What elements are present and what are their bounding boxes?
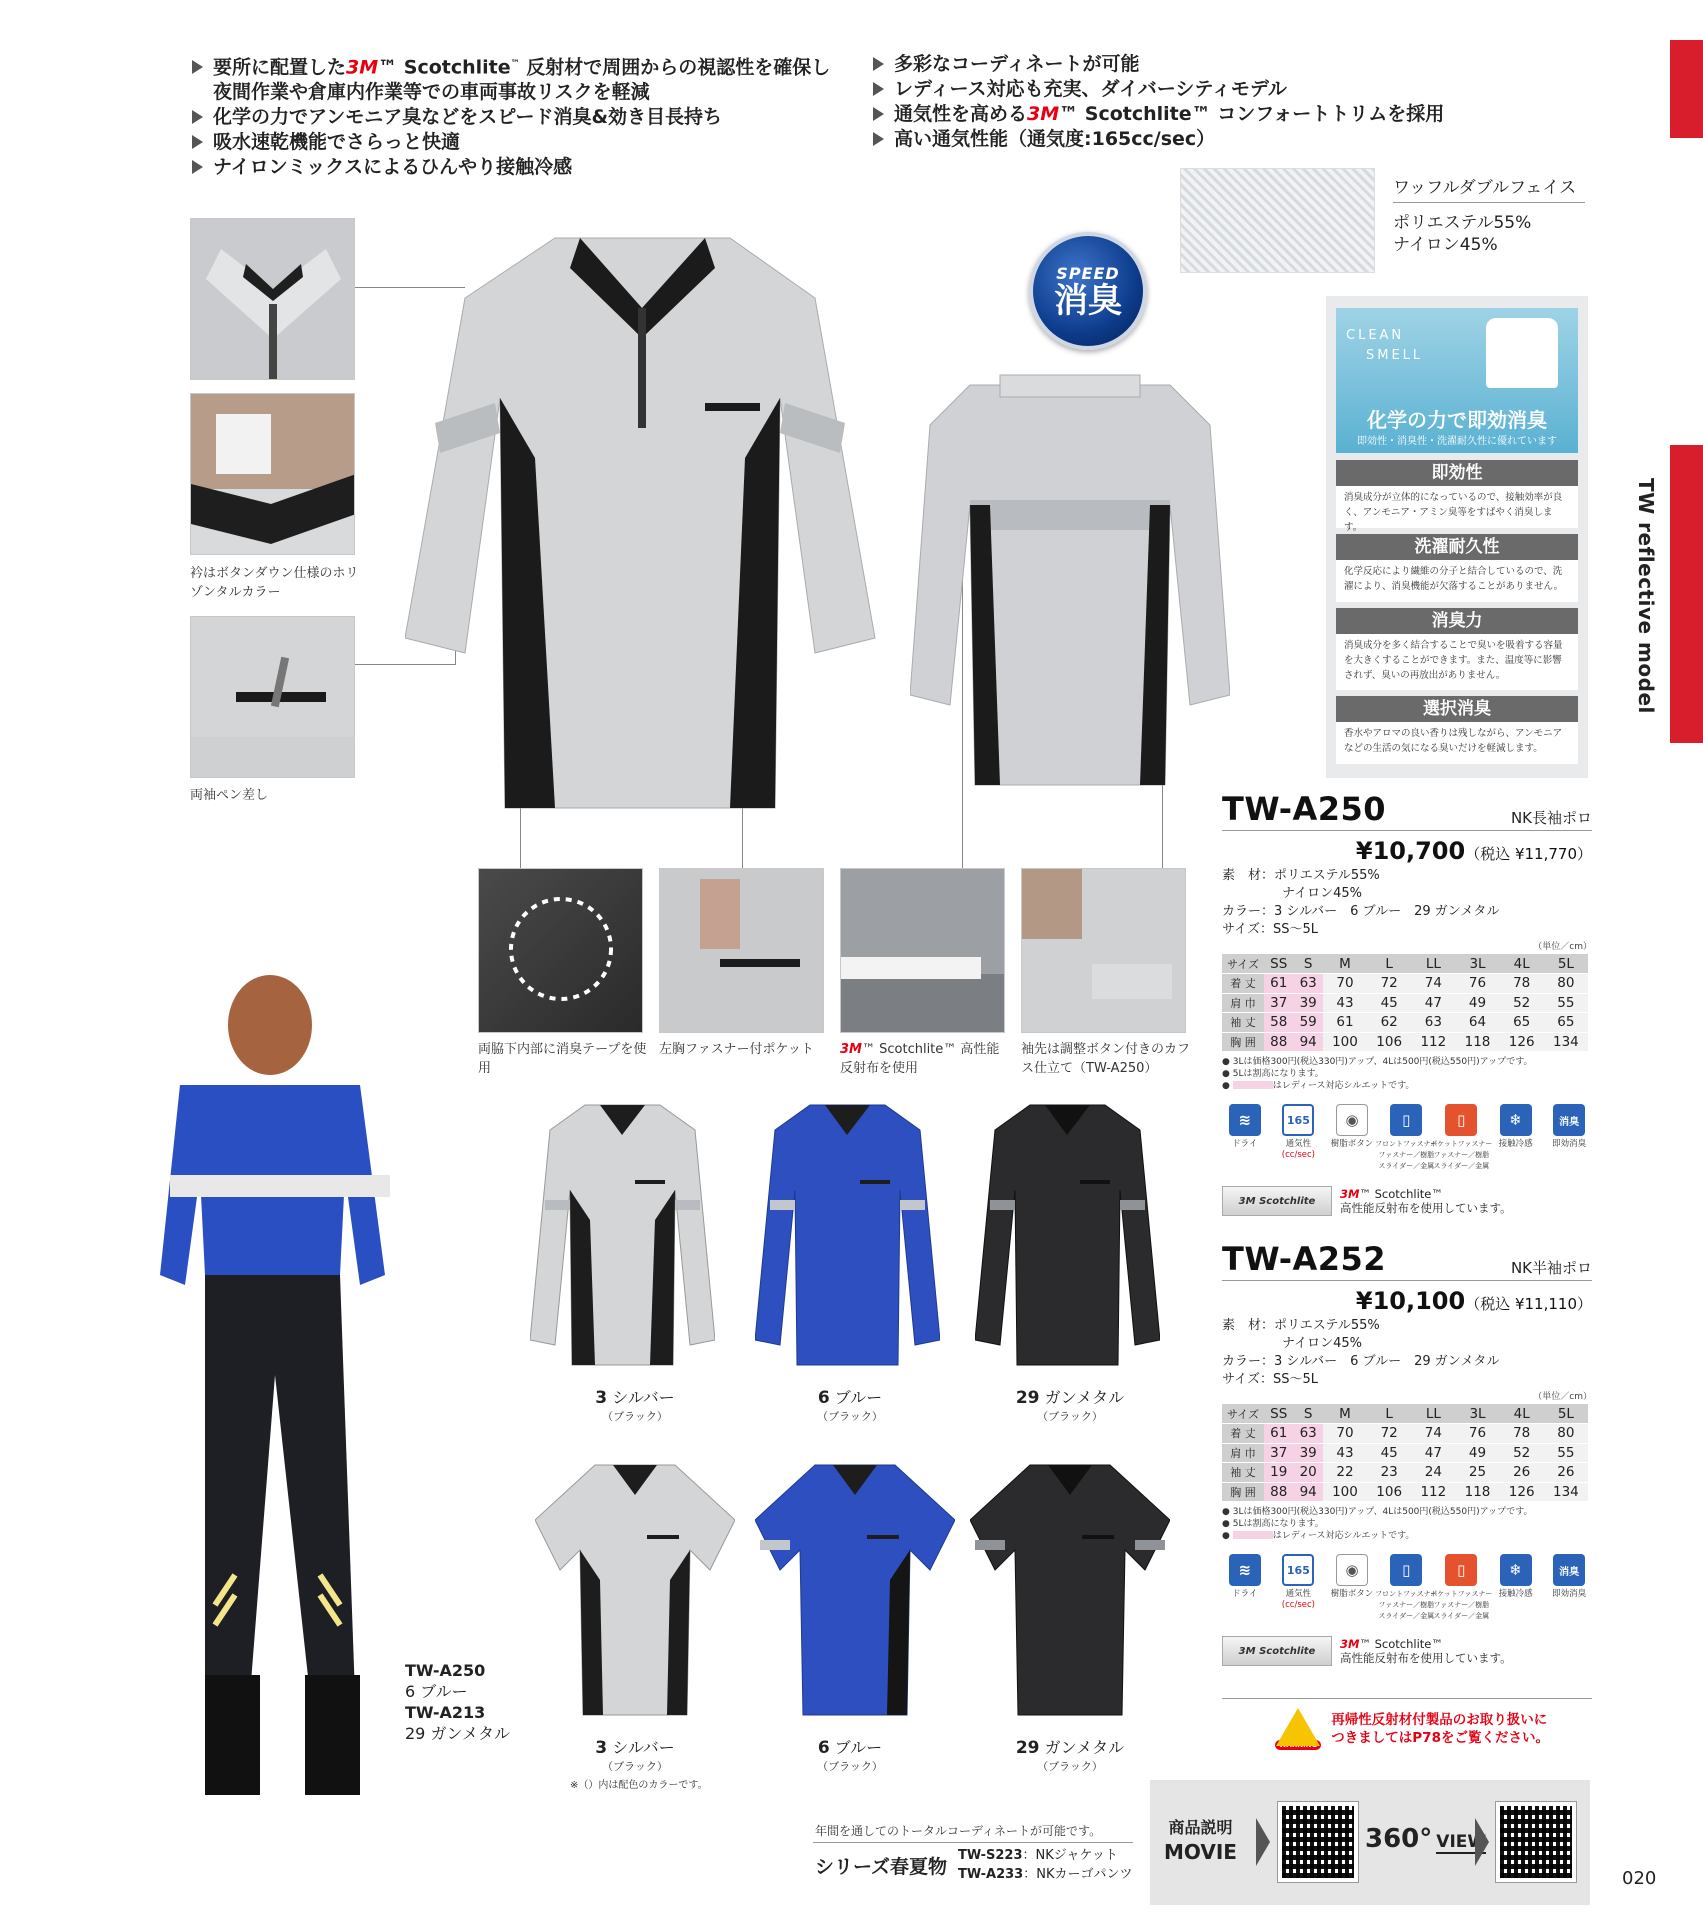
table-cell: 47 bbox=[1411, 1443, 1455, 1463]
scotchlite-text: 3M™ Scotchlite™ 高性能反射布を使用しています。 bbox=[1340, 1637, 1512, 1665]
table-cell: 58 bbox=[1264, 1013, 1293, 1033]
table-cell: 106 bbox=[1367, 1032, 1411, 1052]
page-number: 020 bbox=[1622, 1868, 1657, 1889]
warning-divider bbox=[1222, 1698, 1592, 1699]
feature-icons bbox=[1222, 1554, 1592, 1622]
view-360-qr-code[interactable] bbox=[1496, 1802, 1576, 1882]
pen-holder-photo bbox=[190, 616, 355, 778]
instant-deodorize-icon: 消臭 即効消臭 bbox=[1546, 1554, 1592, 1622]
table-cell: 26 bbox=[1544, 1463, 1588, 1483]
notes bbox=[1222, 1506, 1592, 1542]
table-cell: 112 bbox=[1411, 1482, 1455, 1502]
table-cell: 39 bbox=[1293, 1443, 1322, 1463]
table-cell: 着 丈 bbox=[1222, 974, 1264, 994]
table-cell: 74 bbox=[1411, 1424, 1455, 1444]
table-cell: 55 bbox=[1544, 1443, 1588, 1463]
table-cell: 4L bbox=[1500, 954, 1544, 974]
model-photo bbox=[150, 975, 420, 1805]
table-row bbox=[1222, 1482, 1588, 1502]
cs-section bbox=[1336, 460, 1578, 533]
dry-icon: ≋ ドライ bbox=[1222, 1104, 1268, 1172]
front-shirt-image bbox=[405, 228, 880, 828]
swatch-label: 3 シルバー bbox=[595, 1388, 675, 1408]
table-cell: L bbox=[1367, 1404, 1411, 1424]
table-cell: 72 bbox=[1367, 1424, 1411, 1444]
spec-material2: ナイロン45% bbox=[1282, 1336, 1362, 1351]
table-cell: 47 bbox=[1411, 993, 1455, 1013]
table-cell: 5L bbox=[1544, 1404, 1588, 1424]
table-cell: M bbox=[1323, 1404, 1367, 1424]
table-cell: 106 bbox=[1367, 1482, 1411, 1502]
table-cell: 118 bbox=[1455, 1032, 1499, 1052]
cuff-caption: 袖先は調整ボタン付きのカフス仕立て（TW-A250） bbox=[1021, 1042, 1191, 1076]
table-cell: 118 bbox=[1455, 1482, 1499, 1502]
movie-button[interactable]: 商品説明 MOVIE bbox=[1164, 1818, 1237, 1864]
reflective-caption: 3M™ Scotchlite™ 高性能反射布を使用 bbox=[840, 1042, 1000, 1076]
table-cell: 25 bbox=[1455, 1463, 1499, 1483]
fabric-comp-2: ナイロン45% bbox=[1393, 235, 1498, 255]
collar-worn-photo bbox=[190, 393, 355, 555]
pen-caption: 両袖ペン差し bbox=[190, 788, 269, 803]
table-cell: SS bbox=[1264, 954, 1293, 974]
pocket-fastener-icon: ▯ ポケットファスナー ファスナー／樹脂 スライダー／金属 bbox=[1438, 1554, 1485, 1622]
front-fastener-icon: ▯ フロントファスナー ファスナー／樹脂 スライダー／金属 bbox=[1383, 1554, 1430, 1622]
model-caption-line: TW-A250 bbox=[405, 1661, 486, 1680]
swatch-short-blue bbox=[755, 1460, 955, 1720]
features-right bbox=[873, 52, 1444, 152]
resin-button-icon: ◉ 樹脂ボタン bbox=[1329, 1554, 1375, 1622]
model-caption bbox=[405, 1660, 510, 1744]
spec-material: 素 材：ポリエステル55% bbox=[1222, 868, 1380, 883]
spec-colors: カラー：3 シルバー 6 ブルー 29 ガンメタル bbox=[1222, 904, 1500, 919]
table-cell: 胸 囲 bbox=[1222, 1482, 1264, 1502]
swatch-short-silver bbox=[535, 1460, 735, 1720]
table-row bbox=[1222, 1443, 1588, 1463]
note-line: ● はレディース対応シルエットです。 bbox=[1222, 1081, 1415, 1091]
spec bbox=[1222, 1317, 1592, 1389]
model-number: TW-A252 bbox=[1222, 1240, 1387, 1278]
table-cell: 74 bbox=[1411, 974, 1455, 994]
table-cell: 61 bbox=[1323, 1013, 1367, 1033]
notes bbox=[1222, 1056, 1592, 1092]
swatch-long-silver bbox=[530, 1100, 715, 1370]
chevron-right-icon bbox=[1475, 1818, 1489, 1866]
collar-detail-photo bbox=[190, 218, 355, 380]
shirt-icon bbox=[1486, 318, 1558, 388]
table-cell: 3L bbox=[1455, 1404, 1499, 1424]
table-cell: M bbox=[1323, 954, 1367, 974]
table-cell: 100 bbox=[1323, 1032, 1367, 1052]
note-line: ● 5Lは割高になります。 bbox=[1222, 1519, 1324, 1529]
scotchlite-row bbox=[1222, 1186, 1592, 1216]
series-item: TW-S223：NKジャケット bbox=[958, 1848, 1118, 1863]
table-cell: 43 bbox=[1323, 993, 1367, 1013]
view-360-button[interactable]: 360° VIEW bbox=[1365, 1824, 1487, 1854]
table-row bbox=[1222, 974, 1588, 994]
features-left bbox=[192, 52, 830, 180]
swatch-sub: （ブラック） bbox=[1037, 1410, 1103, 1423]
chevron-right-icon bbox=[1256, 1818, 1270, 1866]
product-block-a252 bbox=[1222, 1240, 1592, 1666]
red-tab-top bbox=[1670, 40, 1703, 138]
table-row bbox=[1222, 993, 1588, 1013]
product-type: NK半袖ポロ bbox=[1510, 1259, 1592, 1277]
table-cell: 126 bbox=[1500, 1032, 1544, 1052]
cs-section bbox=[1336, 608, 1578, 690]
table-cell: サイズ bbox=[1222, 1404, 1264, 1424]
table-cell: 39 bbox=[1293, 993, 1322, 1013]
table-cell: 80 bbox=[1544, 974, 1588, 994]
swatch-label: 6 ブルー bbox=[817, 1388, 883, 1408]
feature-item: ナイロンミックスによるひんやり接触冷感 bbox=[192, 155, 830, 180]
table-cell: サイズ bbox=[1222, 954, 1264, 974]
table-row bbox=[1222, 1463, 1588, 1483]
table-cell: 45 bbox=[1367, 1443, 1411, 1463]
scotchlite-logo: 3M Scotchlite bbox=[1222, 1636, 1332, 1666]
cs-section-heading: 洗濯耐久性 bbox=[1336, 534, 1578, 560]
back-shirt-image bbox=[910, 365, 1230, 815]
price: ¥10,700（税込 ¥11,770） bbox=[1355, 837, 1592, 865]
table-cell: S bbox=[1293, 954, 1322, 974]
clean-smell-panel bbox=[1326, 296, 1588, 778]
table-cell: 着 丈 bbox=[1222, 1424, 1264, 1444]
unit-label: （単位／cm） bbox=[1533, 1392, 1592, 1402]
feature-item: 化学の力でアンモニア臭などをスピード消臭&効き目長持ち bbox=[192, 105, 830, 130]
warning-icon: WARNING bbox=[1275, 1708, 1321, 1750]
table-cell: 20 bbox=[1293, 1463, 1322, 1483]
pocket-caption: 左胸ファスナー付ポケット bbox=[659, 1042, 814, 1057]
movie-qr-code[interactable] bbox=[1278, 1802, 1358, 1882]
table-cell: LL bbox=[1411, 954, 1455, 974]
fabric-swatch bbox=[1180, 168, 1375, 273]
cs-section-body: 消臭成分が立体的になっているので、接触効率が良く、アンモニア・アミン臭等をすばやく消臭します。 bbox=[1336, 486, 1578, 528]
side-title: TW reflective model bbox=[1634, 478, 1658, 714]
red-tab-side bbox=[1670, 445, 1703, 743]
table-cell: 52 bbox=[1500, 1443, 1544, 1463]
spec bbox=[1222, 867, 1592, 939]
table-cell: 61 bbox=[1264, 974, 1293, 994]
price: ¥10,100（税込 ¥11,110） bbox=[1355, 1287, 1592, 1315]
table-cell: 100 bbox=[1323, 1482, 1367, 1502]
table-cell: 94 bbox=[1293, 1032, 1322, 1052]
swatch-note: ※（）内は配色のカラーです。 bbox=[570, 1780, 708, 1791]
breathability-icon: 165 通気性 (cc/sec) bbox=[1276, 1104, 1322, 1172]
table-cell: S bbox=[1293, 1404, 1322, 1424]
cs-section-heading: 消臭力 bbox=[1336, 608, 1578, 634]
dry-icon: ≋ ドライ bbox=[1222, 1554, 1268, 1622]
clean-smell-subtitle: 即効性・消臭性・洗濯耐久性に優れています bbox=[1357, 436, 1557, 447]
cs-section-heading: 即効性 bbox=[1336, 460, 1578, 486]
table-cell: SS bbox=[1264, 1404, 1293, 1424]
swatch-sub: （ブラック） bbox=[817, 1410, 883, 1423]
armpit-caption: 両脇下内部に消臭テープを使用 bbox=[478, 1042, 647, 1076]
swatch-long-blue bbox=[755, 1100, 940, 1370]
table-cell: 43 bbox=[1323, 1443, 1367, 1463]
cs-section-body: 消臭成分を多く結合することで臭いを吸着する容量を大きくすることができます。また、温度等に影響されず、臭いの再放出がありません。 bbox=[1336, 634, 1578, 690]
clean-smell-sections bbox=[1336, 460, 1578, 764]
spec-material: 素 材：ポリエステル55% bbox=[1222, 1318, 1380, 1333]
swatch-sub: （ブラック） bbox=[817, 1760, 883, 1773]
resin-button-icon: ◉ 樹脂ボタン bbox=[1329, 1104, 1375, 1172]
series-item: TW-A233：NKカーゴパンツ bbox=[958, 1867, 1133, 1882]
table-cell: 23 bbox=[1367, 1463, 1411, 1483]
feature-item: 通気性を高める3M™ Scotchlite™ コンフォートトリムを採用 bbox=[873, 102, 1444, 127]
table-cell: 72 bbox=[1367, 974, 1411, 994]
product-header bbox=[1222, 1240, 1592, 1281]
product-block-a250 bbox=[1222, 790, 1592, 1216]
unit-label: （単位／cm） bbox=[1533, 942, 1592, 952]
note-line: ● 3Lは価格300円(税込330円)アップ、4Lは500円(税込550円)アップです。 bbox=[1222, 1507, 1533, 1517]
spec-sizes: サイズ：SS〜5L bbox=[1222, 1372, 1318, 1387]
table-cell: 76 bbox=[1455, 1424, 1499, 1444]
table-cell: 37 bbox=[1264, 993, 1293, 1013]
fabric-divider bbox=[1393, 202, 1585, 203]
table-cell: 63 bbox=[1293, 1424, 1322, 1444]
table-cell: LL bbox=[1411, 1404, 1455, 1424]
note-line: ● 3Lは価格300円(税込330円)アップ、4Lは500円(税込550円)アップです。 bbox=[1222, 1057, 1533, 1067]
feature-item-cont: 夜間作業や倉庫内作業等での車両事故リスクを軽減 bbox=[213, 81, 650, 104]
table-cell: 80 bbox=[1544, 1424, 1588, 1444]
pocket-fastener-icon: ▯ ポケットファスナー ファスナー／樹脂 スライダー／金属 bbox=[1438, 1104, 1485, 1172]
table-cell: 70 bbox=[1323, 974, 1367, 994]
note-line: ● 5Lは割高になります。 bbox=[1222, 1069, 1324, 1079]
model-number: TW-A250 bbox=[1222, 790, 1387, 828]
table-cell: 88 bbox=[1264, 1032, 1293, 1052]
speed-deodorize-badge: SPEED 消臭 bbox=[1029, 232, 1147, 350]
table-cell: 64 bbox=[1455, 1013, 1499, 1033]
swatch-sub: （ブラック） bbox=[602, 1410, 668, 1423]
feature-item: 吸水速乾機能でさらっと快適 bbox=[192, 130, 830, 155]
product-type: NK長袖ポロ bbox=[1510, 809, 1592, 827]
warning-row bbox=[1275, 1708, 1549, 1750]
table-cell: 4L bbox=[1500, 1404, 1544, 1424]
scotchlite-logo: 3M Scotchlite bbox=[1222, 1186, 1332, 1216]
table-cell: 37 bbox=[1264, 1443, 1293, 1463]
cuff-photo bbox=[1021, 868, 1186, 1033]
feature-item: 高い通気性能（通気度:165cc/sec） bbox=[873, 127, 1444, 152]
warning-text: 再帰性反射材付製品のお取り扱いに つきましてはP78をご覧ください。 bbox=[1331, 1712, 1549, 1746]
table-cell: 78 bbox=[1500, 974, 1544, 994]
product-header bbox=[1222, 790, 1592, 831]
table-row bbox=[1222, 1032, 1588, 1052]
table-cell: 78 bbox=[1500, 1424, 1544, 1444]
swatch-short-gunmetal bbox=[970, 1460, 1170, 1720]
feature-item: 多彩なコーディネートが可能 bbox=[873, 52, 1444, 77]
table-cell: 126 bbox=[1500, 1482, 1544, 1502]
armpit-photo bbox=[478, 868, 643, 1033]
table-row bbox=[1222, 1013, 1588, 1033]
table-cell: 26 bbox=[1500, 1463, 1544, 1483]
feature-item: レディース対応も充実、ダイバーシティモデル bbox=[873, 77, 1444, 102]
table-cell: 45 bbox=[1367, 993, 1411, 1013]
table-cell: 5L bbox=[1544, 954, 1588, 974]
media-panel bbox=[1150, 1780, 1590, 1905]
table-cell: 19 bbox=[1264, 1463, 1293, 1483]
table-row bbox=[1222, 1404, 1588, 1424]
table-cell: 22 bbox=[1323, 1463, 1367, 1483]
table-row bbox=[1222, 1424, 1588, 1444]
feature-item: 要所に配置した3M™ Scotchlite™ 反射材で周囲からの視認性を確保し bbox=[192, 52, 830, 80]
series-label: シリーズ春夏物 bbox=[815, 1856, 948, 1878]
cs-section-body: 香水やアロマの良い香りは残しながら、アンモニアなどの生活の気になる臭いだけを軽減します。 bbox=[1336, 722, 1578, 764]
cool-touch-icon: ❄ 接触冷感 bbox=[1493, 1554, 1539, 1622]
table-cell: 112 bbox=[1411, 1032, 1455, 1052]
collar-caption: 衿はボタンダウン仕様のホリゾンタルカラー bbox=[190, 566, 359, 600]
table-cell: 65 bbox=[1544, 1013, 1588, 1033]
fabric-name: ワッフルダブルフェイス bbox=[1393, 178, 1577, 198]
scotchlite-text: 3M™ Scotchlite™ 高性能反射布を使用しています。 bbox=[1340, 1187, 1512, 1215]
fabric-comp-1: ポリエステル55% bbox=[1393, 213, 1532, 233]
front-fastener-icon: ▯ フロントファスナー ファスナー／樹脂 スライダー／金属 bbox=[1383, 1104, 1430, 1172]
breathability-icon: 165 通気性 (cc/sec) bbox=[1276, 1554, 1322, 1622]
series-items bbox=[958, 1846, 1132, 1884]
cool-touch-icon: ❄ 接触冷感 bbox=[1493, 1104, 1539, 1172]
table-cell: 49 bbox=[1455, 993, 1499, 1013]
table-row bbox=[1222, 954, 1588, 974]
note-line: ● はレディース対応シルエットです。 bbox=[1222, 1531, 1415, 1541]
model-caption-line: 6 ブルー bbox=[405, 1682, 468, 1701]
pocket-photo bbox=[659, 868, 824, 1033]
feature-icons bbox=[1222, 1104, 1592, 1172]
table-cell: 52 bbox=[1500, 993, 1544, 1013]
size-table bbox=[1222, 1404, 1588, 1502]
cs-section-heading: 選択消臭 bbox=[1336, 696, 1578, 722]
table-cell: 肩 巾 bbox=[1222, 1443, 1264, 1463]
cs-section bbox=[1336, 534, 1578, 602]
table-cell: 63 bbox=[1293, 974, 1322, 994]
model-caption-line: 29 ガンメタル bbox=[405, 1724, 510, 1743]
table-cell: 134 bbox=[1544, 1032, 1588, 1052]
table-cell: 61 bbox=[1264, 1424, 1293, 1444]
table-cell: 24 bbox=[1411, 1463, 1455, 1483]
swatch-sub: （ブラック） bbox=[602, 1760, 668, 1773]
table-cell: 76 bbox=[1455, 974, 1499, 994]
table-cell: 88 bbox=[1264, 1482, 1293, 1502]
table-cell: 65 bbox=[1500, 1013, 1544, 1033]
spec-colors: カラー：3 シルバー 6 ブルー 29 ガンメタル bbox=[1222, 1354, 1500, 1369]
series-divider bbox=[813, 1842, 1133, 1843]
spec-material2: ナイロン45% bbox=[1282, 886, 1362, 901]
table-cell: 49 bbox=[1455, 1443, 1499, 1463]
table-cell: 134 bbox=[1544, 1482, 1588, 1502]
table-cell: 肩 巾 bbox=[1222, 993, 1264, 1013]
table-cell: 胸 囲 bbox=[1222, 1032, 1264, 1052]
cs-section-body: 化学反応により繊維の分子と結合しているので、洗濯により、消臭機能が欠落することがありません。 bbox=[1336, 560, 1578, 602]
swatch-label: 29 ガンメタル bbox=[1015, 1388, 1125, 1408]
clean-smell-logo-top: CLEAN bbox=[1346, 328, 1405, 343]
clean-smell-title: 化学の力で即効消臭 bbox=[1367, 408, 1547, 432]
table-cell: 63 bbox=[1411, 1013, 1455, 1033]
reflective-photo bbox=[840, 868, 1005, 1033]
table-cell: 袖 丈 bbox=[1222, 1013, 1264, 1033]
scotchlite-row bbox=[1222, 1636, 1592, 1666]
table-cell: 3L bbox=[1455, 954, 1499, 974]
model-caption-line: TW-A213 bbox=[405, 1703, 486, 1722]
table-cell: 94 bbox=[1293, 1482, 1322, 1502]
swatch-long-gunmetal bbox=[975, 1100, 1160, 1370]
table-cell: 袖 丈 bbox=[1222, 1463, 1264, 1483]
table-cell: 55 bbox=[1544, 993, 1588, 1013]
swatch-label: 29 ガンメタル bbox=[1015, 1738, 1125, 1758]
table-cell: 59 bbox=[1293, 1013, 1322, 1033]
spec-sizes: サイズ：SS〜5L bbox=[1222, 922, 1318, 937]
swatch-sub: （ブラック） bbox=[1037, 1760, 1103, 1773]
swatch-label: 6 ブルー bbox=[817, 1738, 883, 1758]
table-cell: 62 bbox=[1367, 1013, 1411, 1033]
series-intro: 年間を通してのトータルコーディネートが可能です。 bbox=[815, 1824, 1102, 1838]
clean-smell-logo-bottom: SMELL bbox=[1366, 348, 1424, 363]
swatch-label: 3 シルバー bbox=[595, 1738, 675, 1758]
cs-section bbox=[1336, 696, 1578, 764]
instant-deodorize-icon: 消臭 即効消臭 bbox=[1546, 1104, 1592, 1172]
clean-smell-header bbox=[1336, 308, 1578, 453]
table-cell: L bbox=[1367, 954, 1411, 974]
size-table bbox=[1222, 954, 1588, 1052]
table-cell: 70 bbox=[1323, 1424, 1367, 1444]
